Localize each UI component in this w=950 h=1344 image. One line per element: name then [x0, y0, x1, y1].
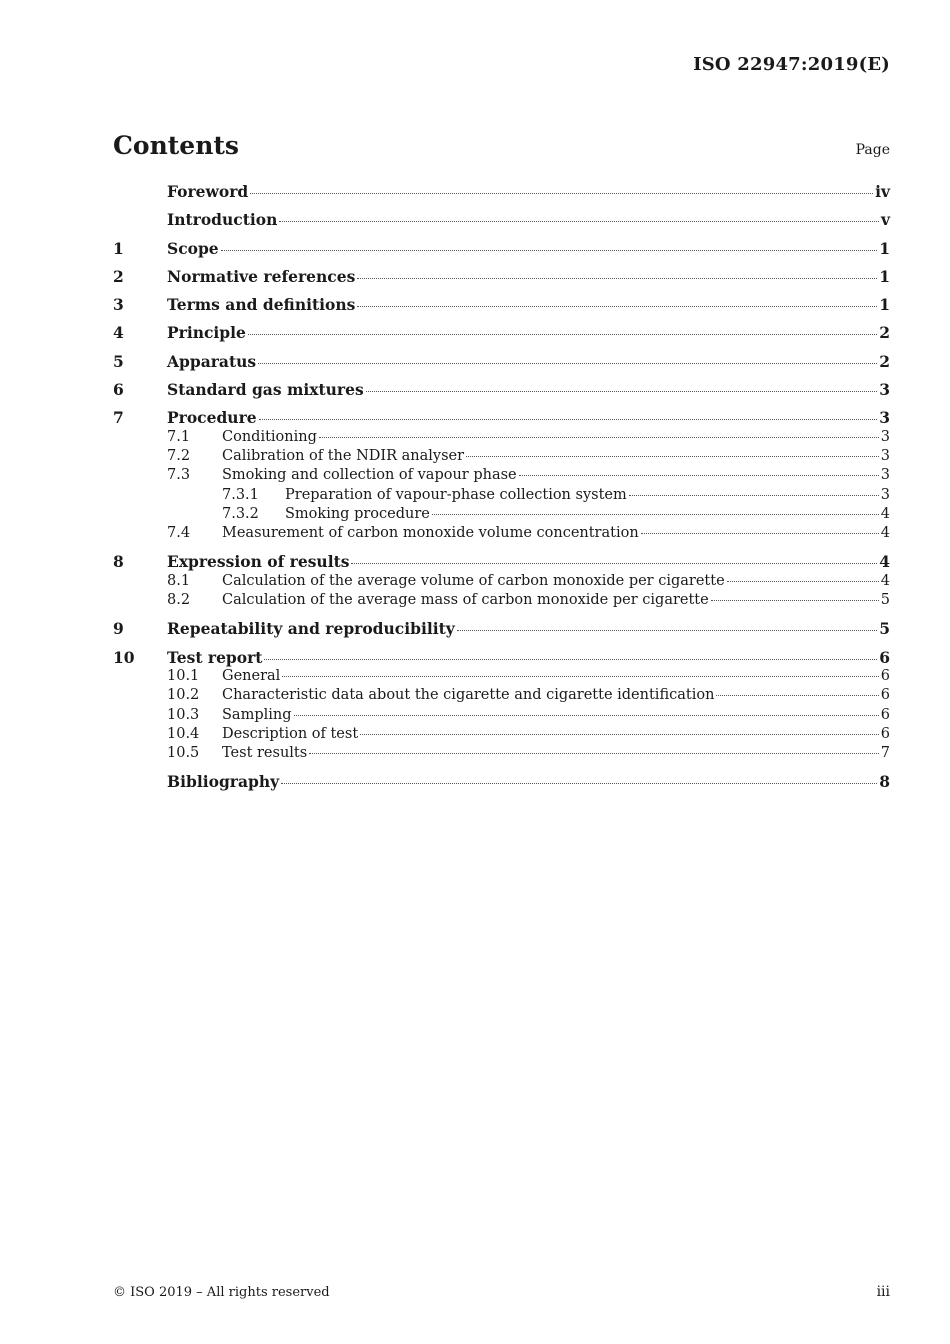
- dot-leader: [357, 277, 877, 279]
- toc-entry-title[interactable]: Foreword: [167, 182, 249, 201]
- toc-entry-title[interactable]: Normative references: [167, 266, 356, 286]
- toc-entry-number: 8.2: [167, 592, 191, 609]
- dot-leader: [727, 580, 879, 582]
- toc-entry-title[interactable]: Expression of results: [167, 552, 350, 572]
- toc-entry-title[interactable]: Smoking and collection of vapour phase: [222, 467, 517, 484]
- toc-entry[interactable]: [113, 772, 890, 791]
- toc-entry-page[interactable]: 8: [879, 772, 890, 792]
- toc-entry-title[interactable]: Test report: [167, 647, 263, 667]
- toc-entry[interactable]: [113, 182, 890, 201]
- toc-entry-title[interactable]: Conditioning: [222, 428, 317, 445]
- toc-entry-number: 10.4: [167, 725, 200, 742]
- toc-entry-page[interactable]: 1: [879, 295, 890, 315]
- dot-leader: [258, 362, 877, 364]
- toc-entry[interactable]: [113, 408, 890, 427]
- dot-leader: [294, 714, 879, 716]
- dot-leader: [248, 333, 877, 335]
- toc-entry-title[interactable]: Smoking procedure: [285, 505, 430, 522]
- page-number: iii: [876, 1284, 890, 1300]
- toc-entry-number: 7.3: [167, 467, 191, 484]
- toc-entry-page[interactable]: 3: [880, 428, 890, 445]
- toc-entry[interactable]: [113, 552, 890, 571]
- toc-entry-title[interactable]: Terms and definitions: [167, 295, 356, 315]
- dot-leader: [360, 733, 879, 735]
- toc-entry[interactable]: [113, 686, 890, 705]
- toc-entry-title[interactable]: Procedure: [167, 408, 257, 428]
- toc-entry[interactable]: [113, 380, 890, 399]
- dot-leader: [711, 599, 879, 601]
- toc-entry-number: 7.1: [167, 428, 191, 445]
- toc-entry-title[interactable]: Scope: [167, 238, 219, 258]
- toc-entry[interactable]: [113, 667, 890, 686]
- toc-entry[interactable]: [113, 428, 890, 447]
- toc-entry[interactable]: [113, 295, 890, 314]
- toc-entry-title[interactable]: Apparatus: [167, 351, 257, 371]
- dot-leader: [259, 418, 878, 420]
- toc-entry-number: 7.3.2: [222, 505, 259, 522]
- toc-entry-title[interactable]: Description of test: [222, 725, 359, 742]
- dot-leader: [282, 675, 878, 677]
- toc-entry[interactable]: [113, 505, 890, 524]
- dot-leader: [279, 220, 879, 222]
- toc-entry-page[interactable]: 6: [880, 706, 890, 723]
- toc-entry-number: 5: [113, 351, 124, 371]
- dot-leader: [250, 192, 873, 194]
- toc-entry-title[interactable]: General: [222, 667, 281, 684]
- toc-entry-number: 9: [113, 619, 124, 639]
- toc-entry-page[interactable]: 3: [879, 380, 890, 400]
- toc-entry[interactable]: [113, 706, 890, 725]
- toc-entry-page[interactable]: 2: [879, 323, 890, 343]
- dot-leader: [366, 390, 878, 392]
- toc-entry-number: 6: [113, 380, 124, 400]
- toc-entry-number: 10.3: [167, 706, 200, 723]
- toc-entry[interactable]: [113, 323, 890, 342]
- toc-entry-number: 3: [113, 295, 124, 315]
- contents-heading: Contents: [113, 131, 240, 160]
- toc-entry-page[interactable]: 4: [880, 525, 890, 542]
- toc-entry-page[interactable]: iv: [875, 182, 890, 201]
- toc-entry-title[interactable]: Sampling: [222, 706, 292, 723]
- toc-entry[interactable]: [113, 267, 890, 286]
- toc-entry-number: 7.3.1: [222, 486, 259, 503]
- toc-entry-page[interactable]: v: [880, 210, 890, 230]
- dot-leader: [351, 562, 877, 564]
- dot-leader: [432, 513, 879, 515]
- toc-entry-number: 8: [113, 552, 124, 572]
- toc-entry-page[interactable]: 4: [880, 505, 890, 522]
- toc-entry-title[interactable]: Calibration of the NDIR analyser: [222, 447, 465, 464]
- toc-entry-title[interactable]: Calculation of the average mass of carbon monoxide per cigarette: [222, 592, 709, 609]
- toc-entry[interactable]: [113, 619, 890, 638]
- toc-entry-number: 7.4: [167, 525, 191, 542]
- toc-entry[interactable]: [113, 572, 890, 591]
- toc-entry-number: 1: [113, 238, 124, 258]
- toc-entry[interactable]: [113, 239, 890, 258]
- toc-entry-page[interactable]: 5: [879, 619, 890, 639]
- toc-entry[interactable]: [113, 447, 890, 466]
- toc-entry-page[interactable]: 1: [879, 266, 890, 286]
- toc-entry-page[interactable]: 6: [879, 647, 890, 667]
- dot-leader: [221, 249, 878, 251]
- toc-entry-page[interactable]: 3: [880, 467, 890, 484]
- toc-entry-title[interactable]: Characteristic data about the cigarette and cigarette identification: [222, 687, 715, 704]
- dot-leader: [716, 694, 878, 696]
- toc-entry-title[interactable]: Principle: [167, 323, 246, 343]
- toc-entry-number: 7: [113, 408, 124, 428]
- toc-entry-number: 10.5: [167, 745, 200, 762]
- table-of-contents: [113, 182, 890, 792]
- toc-entry-title[interactable]: Bibliography: [167, 772, 280, 792]
- toc-entry[interactable]: [113, 486, 890, 505]
- dot-leader: [641, 532, 879, 534]
- toc-entry-page[interactable]: 4: [880, 572, 890, 589]
- toc-entry-number: 10.2: [167, 687, 200, 704]
- toc-entry[interactable]: [113, 466, 890, 485]
- toc-entry-title[interactable]: Measurement of carbon monoxide volume concentration: [222, 525, 639, 542]
- toc-entry[interactable]: [113, 591, 890, 610]
- dot-leader: [466, 455, 879, 457]
- toc-entry-page[interactable]: 6: [880, 725, 890, 742]
- toc-entry-number: 2: [113, 266, 124, 286]
- toc-entry-page[interactable]: 3: [880, 486, 890, 503]
- document-id: ISO 22947:2019(E): [693, 54, 890, 75]
- toc-entry-number: 7.2: [167, 447, 191, 464]
- dot-leader: [629, 494, 879, 496]
- toc-entry-page[interactable]: 1: [879, 238, 890, 258]
- toc-entry[interactable]: [113, 648, 890, 667]
- toc-entry-number: 8.1: [167, 572, 191, 589]
- toc-entry-title[interactable]: Preparation of vapour-phase collection system: [285, 486, 627, 503]
- toc-entry-page[interactable]: 3: [880, 447, 890, 464]
- toc-entry-page[interactable]: 2: [879, 351, 890, 371]
- toc-entry-page[interactable]: 6: [880, 687, 890, 704]
- toc-entry-page[interactable]: 7: [880, 745, 890, 762]
- dot-leader: [281, 782, 877, 784]
- dot-leader: [309, 752, 879, 754]
- dot-leader: [457, 629, 877, 631]
- dot-leader: [357, 305, 877, 307]
- copyright-notice: © ISO 2019 – All rights reserved: [113, 1285, 330, 1300]
- toc-entry-title[interactable]: Standard gas mixtures: [167, 380, 364, 400]
- toc-entry-title[interactable]: Introduction: [167, 210, 278, 230]
- toc-entry[interactable]: [113, 744, 890, 763]
- toc-entry-title[interactable]: Repeatability and reproducibility: [167, 619, 455, 639]
- toc-entry-title[interactable]: Test results: [222, 745, 308, 762]
- toc-entry[interactable]: [113, 524, 890, 543]
- toc-entry-number: 10.1: [167, 667, 200, 684]
- toc-entry-number: 10: [113, 647, 135, 667]
- dot-leader: [319, 436, 879, 438]
- toc-entry[interactable]: [113, 725, 890, 744]
- dot-leader: [264, 658, 877, 660]
- toc-entry[interactable]: [113, 210, 890, 229]
- toc-entry-page[interactable]: 3: [879, 408, 890, 428]
- toc-entry-page[interactable]: 6: [880, 667, 890, 684]
- toc-entry-page[interactable]: 5: [880, 592, 890, 609]
- dot-leader: [519, 474, 879, 476]
- page-column-label: Page: [855, 142, 890, 158]
- toc-entry[interactable]: [113, 352, 890, 371]
- toc-entry-page[interactable]: 4: [879, 552, 890, 572]
- toc-entry-title[interactable]: Calculation of the average volume of carbon monoxide per cigarette: [222, 572, 725, 589]
- toc-entry-number: 4: [113, 323, 124, 343]
